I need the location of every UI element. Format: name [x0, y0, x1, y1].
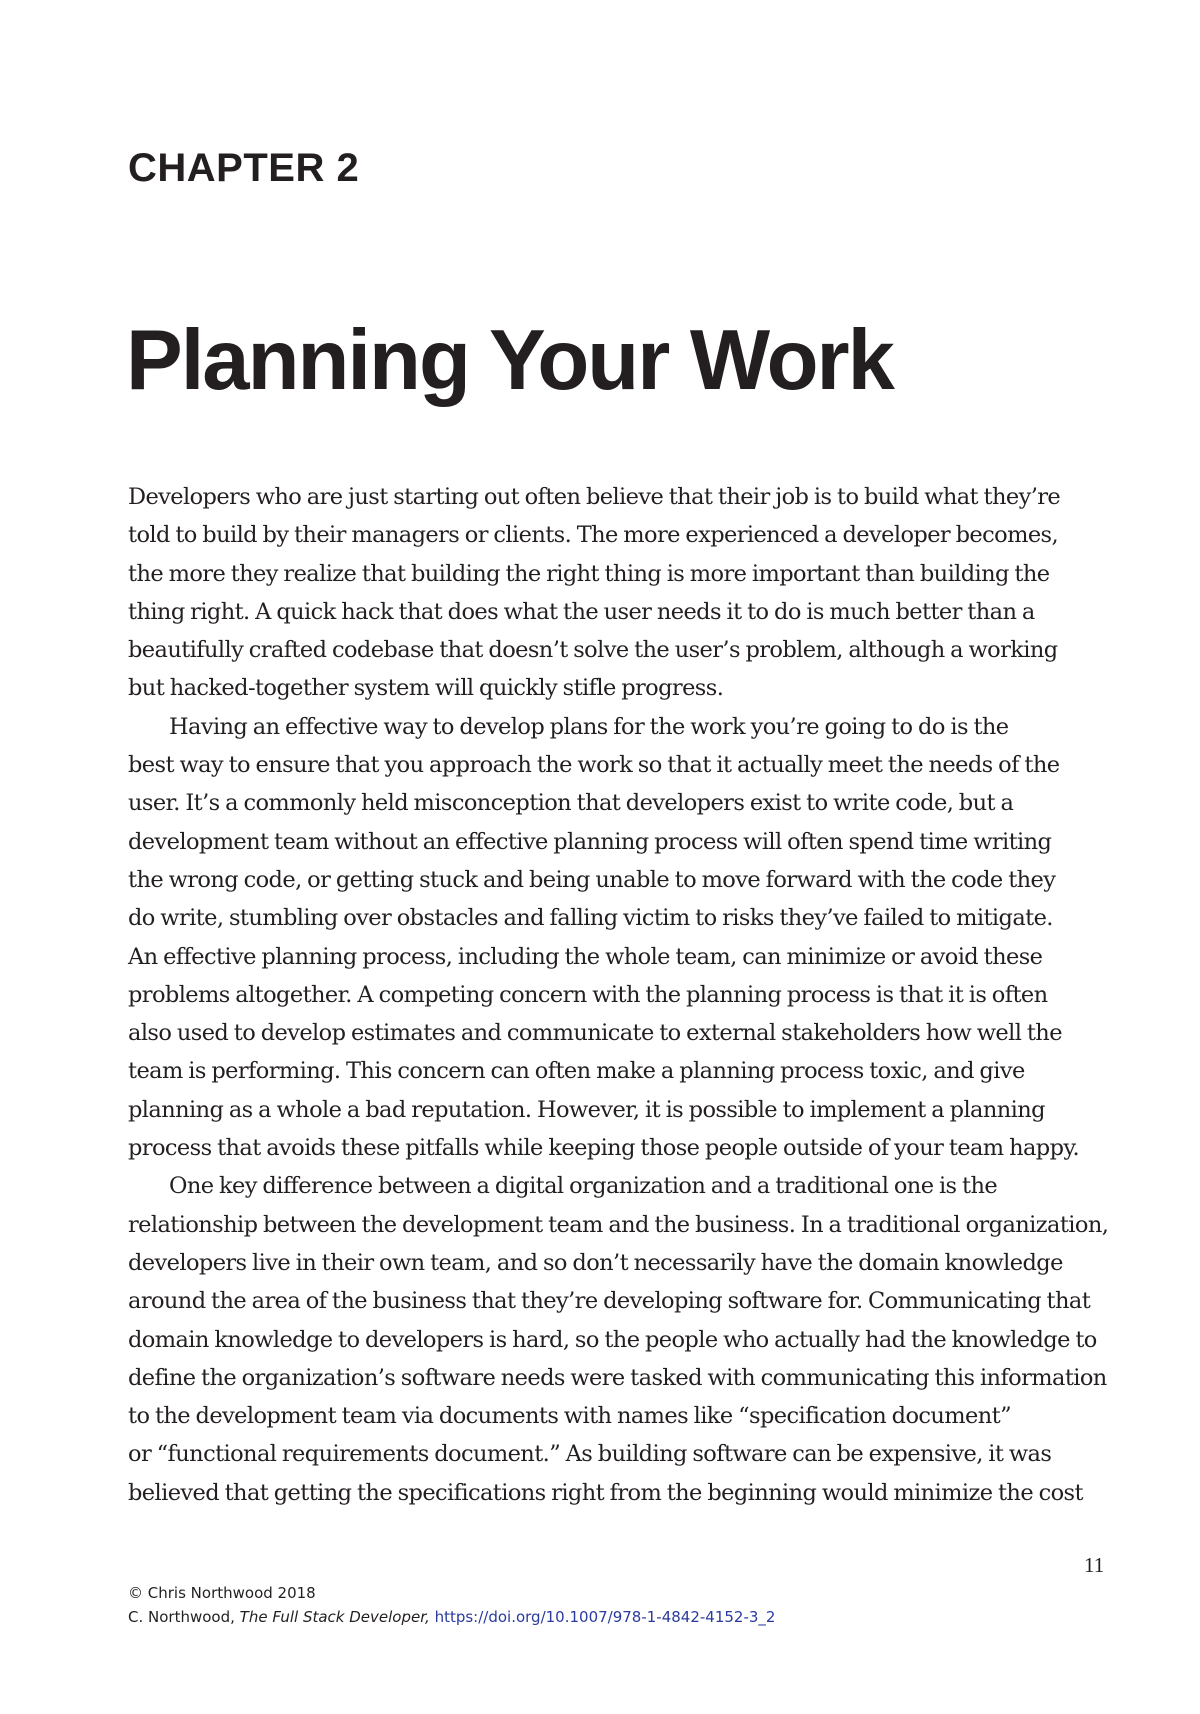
citation-author: C. Northwood,: [128, 1608, 235, 1626]
body-line: relationship between the development team and the business. In a traditional organization,: [128, 1211, 1109, 1238]
body-line: planning as a whole a bad reputation. However, it is possible to implement a planning: [128, 1096, 1045, 1123]
body-line: team is performing. This concern can often make a planning process toxic, and give: [128, 1058, 1025, 1085]
copyright-line: © Chris Northwood 2018: [128, 1584, 316, 1602]
body-line: to the development team via documents with names like “specification document”: [128, 1403, 1011, 1430]
body-line: process that avoids these pitfalls while keeping those people outside of your team happy.: [128, 1135, 1080, 1162]
chapter-title: Planning Your Work: [126, 313, 893, 408]
body-line: told to build by their managers or clients. The more experienced a developer becomes,: [128, 522, 1059, 549]
body-line: around the area of the business that they’re developing software for. Communicating that: [128, 1288, 1091, 1315]
body-line: developers live in their own team, and so don’t necessarily have the domain knowledge: [128, 1249, 1063, 1276]
citation-line: [128, 1605, 775, 1629]
body-line: One key difference between a digital organization and a traditional one is the: [169, 1173, 998, 1200]
body-line: the wrong code, or getting stuck and being unable to move forward with the code they: [128, 866, 1056, 893]
body-line: Developers who are just starting out often believe that their job is to build what they’re: [128, 484, 1061, 510]
body-line: define the organization’s software needs were tasked with communicating this information: [128, 1364, 1107, 1391]
body-text: [128, 478, 1108, 1512]
body-line: thing right. A quick hack that does what the user needs it to do is much better than a: [128, 598, 1035, 625]
body-line: problems altogether. A competing concern with the planning process is that it is often: [128, 981, 1048, 1008]
body-line: do write, stumbling over obstacles and falling victim to risks they’ve failed to mitigate.: [128, 905, 1053, 932]
body-line: best way to ensure that you approach the work so that it actually meet the needs of the: [128, 752, 1060, 779]
doi-link[interactable]: https://doi.org/10.1007/978-1-4842-4152-3_2: [434, 1608, 776, 1626]
body-line: An effective planning process, including the whole team, can minimize or avoid these: [128, 943, 1043, 970]
body-line: also used to develop estimates and communicate to external stakeholders how well the: [128, 1020, 1062, 1047]
body-line: or “functional requirements document.” As building software can be expensive, it was: [128, 1441, 1052, 1468]
body-line: Having an effective way to develop plans for the work you’re going to do is the: [169, 713, 1009, 740]
chapter-label: CHAPTER 2: [128, 146, 360, 190]
body-line: domain knowledge to developers is hard, so the people who actually had the knowledge to: [128, 1326, 1097, 1353]
body-line: user. It’s a commonly held misconception that developers exist to write code, but a: [128, 790, 1014, 817]
body-line: development team without an effective planning process will often spend time writing: [128, 828, 1052, 855]
page-number: 11: [1084, 1553, 1105, 1577]
citation-book-title: The Full Stack Developer,: [239, 1608, 430, 1626]
body-line: believed that getting the specifications right from the beginning would minimize the cost: [128, 1479, 1083, 1506]
footer: [128, 1581, 775, 1629]
body-line: but hacked-together system will quickly stifle progress.: [128, 675, 724, 702]
body-line: beautifully crafted codebase that doesn’t solve the user’s problem, although a working: [128, 637, 1058, 664]
body-line: the more they realize that building the right thing is more important than building the: [128, 560, 1050, 587]
